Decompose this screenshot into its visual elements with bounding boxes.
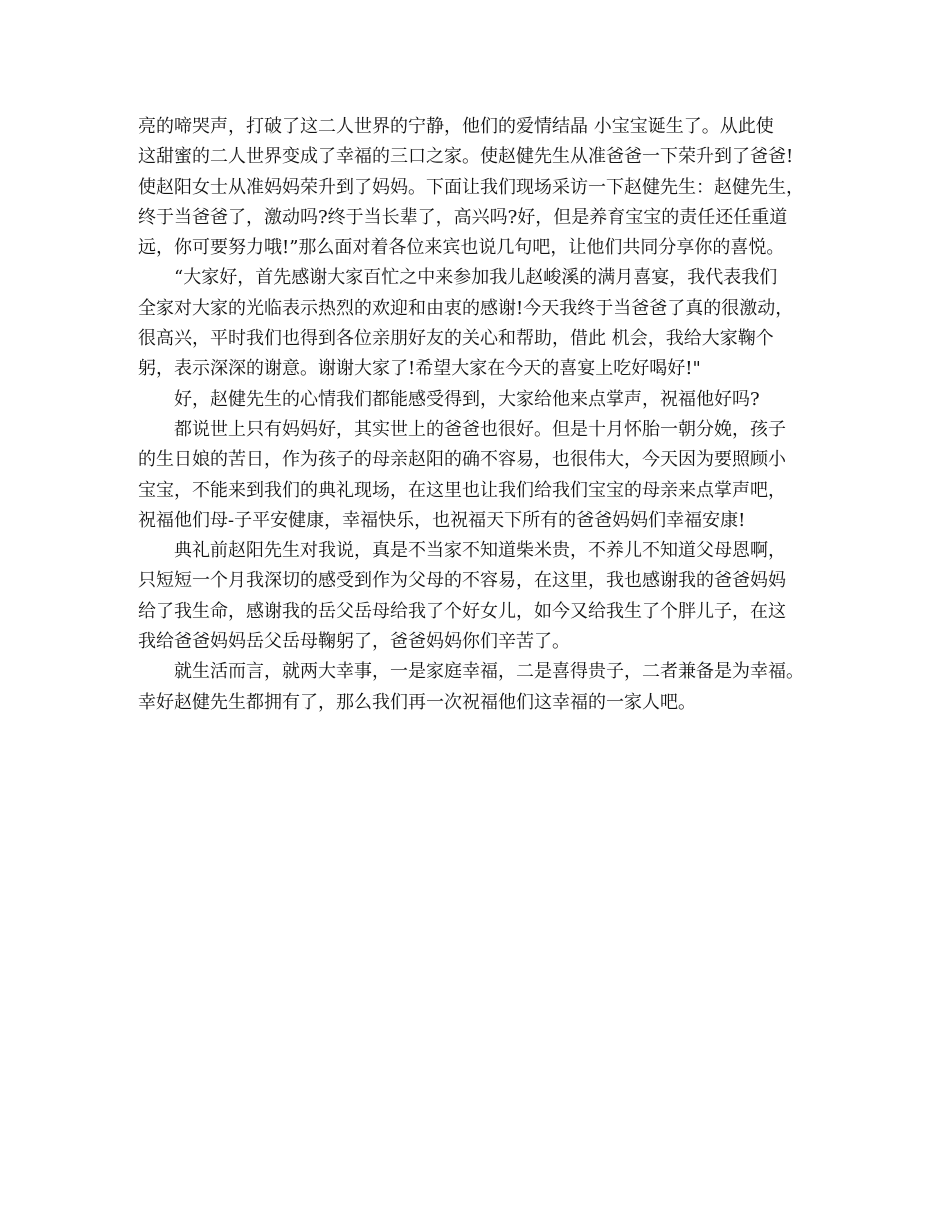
paragraph-start-line: 就生活而言，就两大幸事，一是家庭幸福，二是喜得贵子，二者兼备是为幸福。 [174,661,804,683]
paragraph-start-line: 典礼前赵阳先生对我说，真是不当家不知道柴米贵，不养儿不知道父母恩啊， [174,540,786,562]
text-line: 这甜蜜的二人世界变成了幸福的三口之家。使赵健先生从准爸爸一下荣升到了爸爸! [138,146,794,168]
paragraph-start-line: “大家好，首先感谢大家百忙之中来参加我儿赵峻溪的满月喜宴，我代表我们 [174,267,778,289]
text-line: 全家对大家的光临表示热烈的欢迎和由衷的感谢!今天我终于当爸爸了真的很激动， [138,297,794,319]
paragraph-start-line: 好，赵健先生的心情我们都能感受得到，大家给他来点掌声，祝福他好吗? [174,388,760,410]
text-line: 很高兴，平时我们也得到各位亲朋好友的关心和帮助，借此 机会，我给大家鞠个 [138,328,774,350]
text-line: 使赵阳女士从准妈妈荣升到了妈妈。下面让我们现场采访一下赵健先生：赵健先生， [138,176,804,198]
text-line: 亮的啼哭声，打破了这二人世界的宁静，他们的爱情结晶 小宝宝诞生了。从此使 [138,116,774,137]
text-line: 躬，表示深深的谢意。谢谢大家了!希望大家在今天的喜宴上吃好喝好!" [138,358,701,380]
text-line: 的生日娘的苦日，作为孩子的母亲赵阳的确不容易，也很伟大，今天因为要照顾小 [138,449,786,471]
text-line: 终于当爸爸了，激动吗?终于当长辈了，高兴吗?好，但是养育宝宝的责任还任重道 [138,206,788,228]
body-text [138,112,838,718]
text-line: 幸好赵健先生都拥有了，那么我们再一次祝福他们这幸福的一家人吧。 [138,691,696,713]
text-line: 宝宝，不能来到我们的典礼现场，在这里也让我们给我们宝宝的母亲来点掌声吧， [138,479,786,501]
text-line: 我给爸爸妈妈岳父岳母鞠躬了，爸爸妈妈你们辛苦了。 [138,631,570,653]
text-line: 祝福他们母-子平安健康，幸福快乐，也祝福天下所有的爸爸妈妈们幸福安康! [138,509,746,531]
text-line: 给了我生命，感谢我的岳父岳母给我了个好女儿，如今又给我生了个胖儿子，在这 [138,600,786,622]
text-line: 远，你可要努力哦!”那么面对着各位来宾也说几句吧，让他们共同分享你的喜悦。 [138,237,785,259]
paragraph-start-line: 都说世上只有妈妈好，其实世上的爸爸也很好。但是十月怀胎一朝分娩，孩子 [174,418,786,440]
text-line: 只短短一个月我深切的感受到作为父母的不容易，在这里，我也感谢我的爸爸妈妈 [138,570,786,592]
